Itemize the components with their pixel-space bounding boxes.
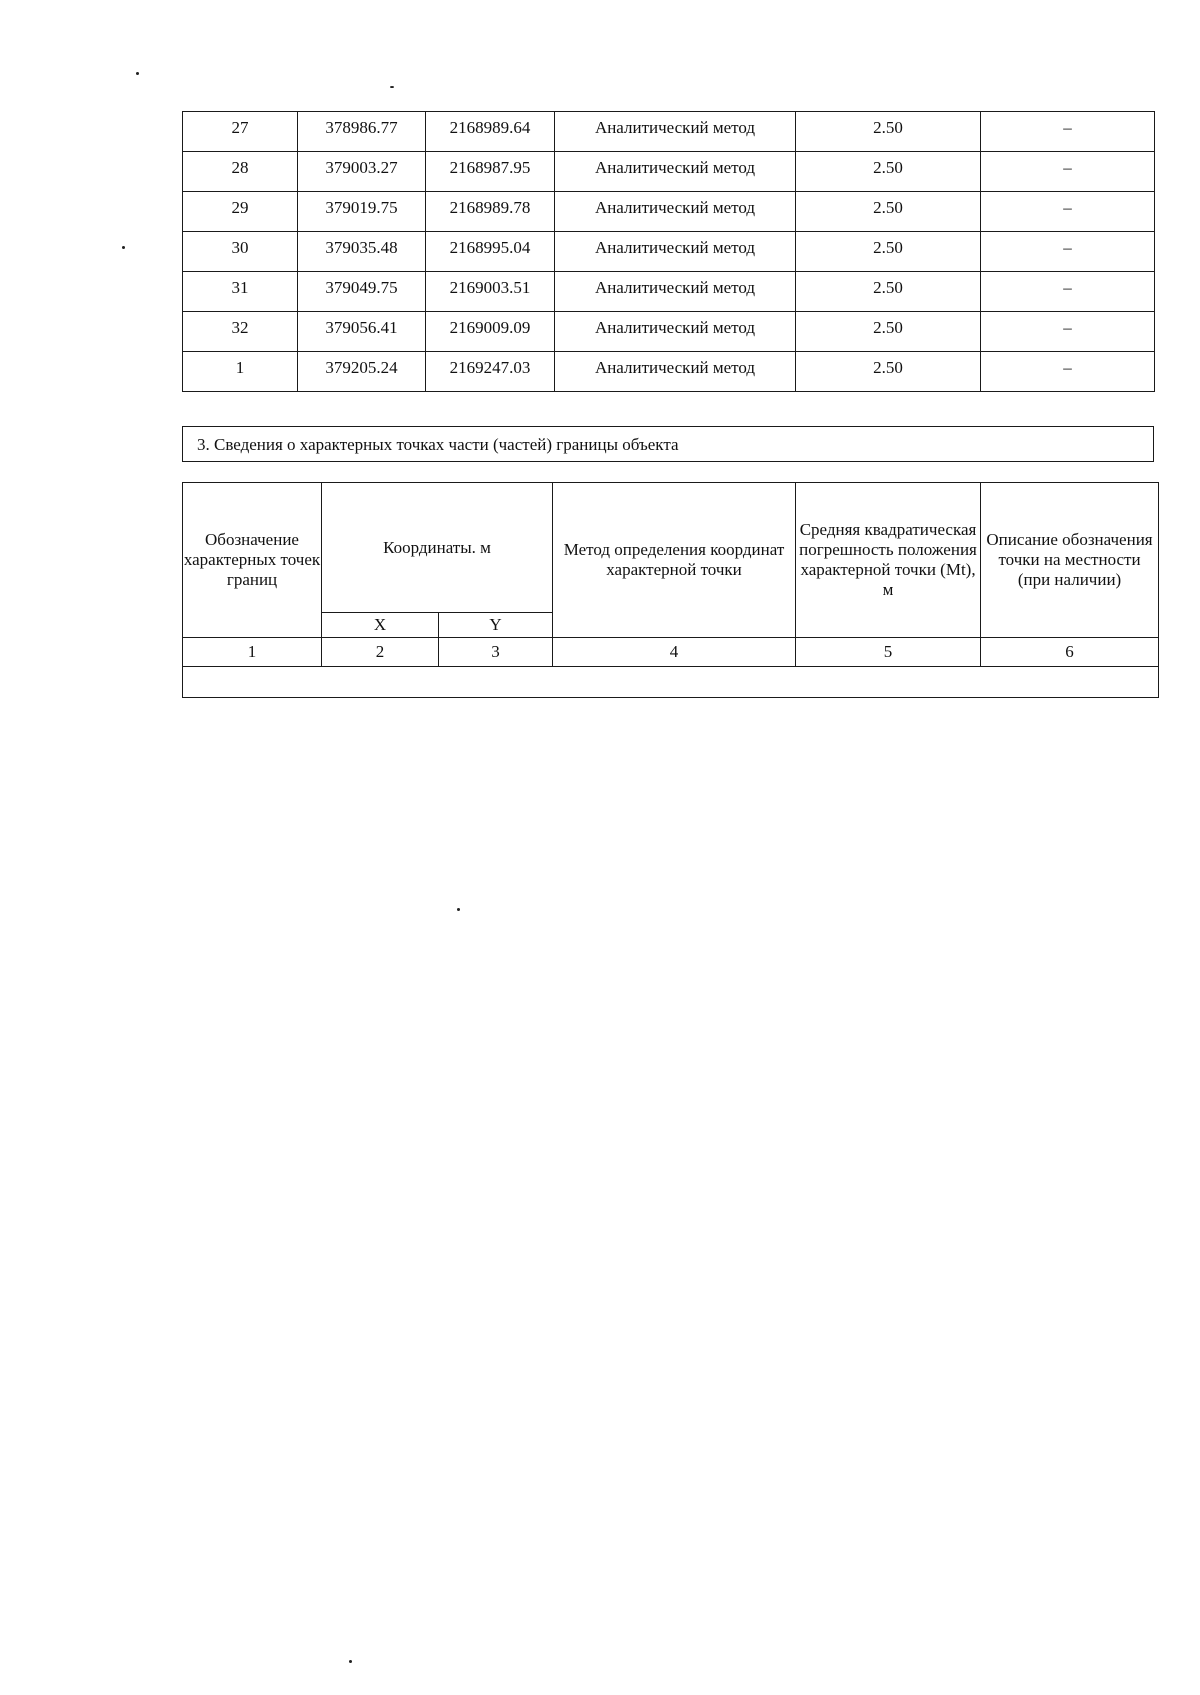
- header-accuracy: Средняя квадратическая погрешность положения характерной точки (Mt), м: [796, 483, 981, 638]
- point-number-cell: 31: [183, 272, 298, 312]
- accuracy-cell: 2.50: [796, 192, 981, 232]
- y-coordinate-cell: 2168995.04: [426, 232, 555, 272]
- table-row: [183, 312, 1155, 352]
- y-coordinate-cell: 2169247.03: [426, 352, 555, 392]
- y-coordinate-cell: 2169009.09: [426, 312, 555, 352]
- description-cell: –: [981, 272, 1155, 312]
- part-boundary-points-table: [182, 482, 1159, 698]
- description-cell: –: [981, 352, 1155, 392]
- description-cell: –: [981, 112, 1155, 152]
- point-number-cell: 32: [183, 312, 298, 352]
- table-row: [183, 272, 1155, 312]
- accuracy-cell: 2.50: [796, 152, 981, 192]
- boundary-points-table: [182, 111, 1155, 392]
- method-cell: Аналитический метод: [555, 232, 796, 272]
- column-number: 6: [981, 638, 1159, 667]
- point-number-cell: 30: [183, 232, 298, 272]
- accuracy-cell: 2.50: [796, 352, 981, 392]
- description-cell: –: [981, 312, 1155, 352]
- method-cell: Аналитический метод: [555, 192, 796, 232]
- method-cell: Аналитический метод: [555, 352, 796, 392]
- column-number: 5: [796, 638, 981, 667]
- x-coordinate-cell: 379003.27: [298, 152, 426, 192]
- y-coordinate-cell: 2168989.78: [426, 192, 555, 232]
- header-description: Описание обозначения точки на местности (при наличии): [981, 483, 1159, 638]
- header-designation: Обозначение характерных точек границ: [183, 483, 322, 638]
- method-cell: Аналитический метод: [555, 152, 796, 192]
- header-y: Y: [439, 613, 553, 638]
- x-coordinate-cell: 378986.77: [298, 112, 426, 152]
- method-cell: Аналитический метод: [555, 272, 796, 312]
- point-number-cell: 29: [183, 192, 298, 232]
- point-number-cell: 28: [183, 152, 298, 192]
- column-number: 1: [183, 638, 322, 667]
- point-number-cell: 1: [183, 352, 298, 392]
- y-coordinate-cell: 2169003.51: [426, 272, 555, 312]
- table-row: [183, 232, 1155, 272]
- accuracy-cell: 2.50: [796, 312, 981, 352]
- header-x: X: [322, 613, 439, 638]
- accuracy-cell: 2.50: [796, 112, 981, 152]
- accuracy-cell: 2.50: [796, 272, 981, 312]
- x-coordinate-cell: 379056.41: [298, 312, 426, 352]
- section-3-title: 3. Сведения о характерных точках части (частей) границы объекта: [182, 426, 1154, 462]
- scan-speck: [349, 1660, 352, 1663]
- description-cell: –: [981, 192, 1155, 232]
- x-coordinate-cell: 379019.75: [298, 192, 426, 232]
- boundary-points-body: [183, 112, 1155, 392]
- column-number: 4: [553, 638, 796, 667]
- accuracy-cell: 2.50: [796, 232, 981, 272]
- scan-speck: [122, 246, 125, 249]
- description-cell: –: [981, 152, 1155, 192]
- y-coordinate-cell: 2168987.95: [426, 152, 555, 192]
- empty-row: [183, 667, 1159, 698]
- point-number-cell: 27: [183, 112, 298, 152]
- table-row: [183, 152, 1155, 192]
- column-number: 2: [322, 638, 439, 667]
- description-cell: –: [981, 232, 1155, 272]
- scan-speck: [136, 72, 139, 75]
- x-coordinate-cell: 379205.24: [298, 352, 426, 392]
- table-row: [183, 192, 1155, 232]
- x-coordinate-cell: 379035.48: [298, 232, 426, 272]
- scan-speck: [457, 908, 460, 911]
- x-coordinate-cell: 379049.75: [298, 272, 426, 312]
- column-number: 3: [439, 638, 553, 667]
- header-method: Метод определения координат характерной точки: [553, 483, 796, 638]
- table-row: [183, 112, 1155, 152]
- header-coordinates: Координаты. м: [322, 483, 553, 613]
- y-coordinate-cell: 2168989.64: [426, 112, 555, 152]
- method-cell: Аналитический метод: [555, 312, 796, 352]
- scan-speck: [390, 86, 394, 88]
- method-cell: Аналитический метод: [555, 112, 796, 152]
- table-row: [183, 352, 1155, 392]
